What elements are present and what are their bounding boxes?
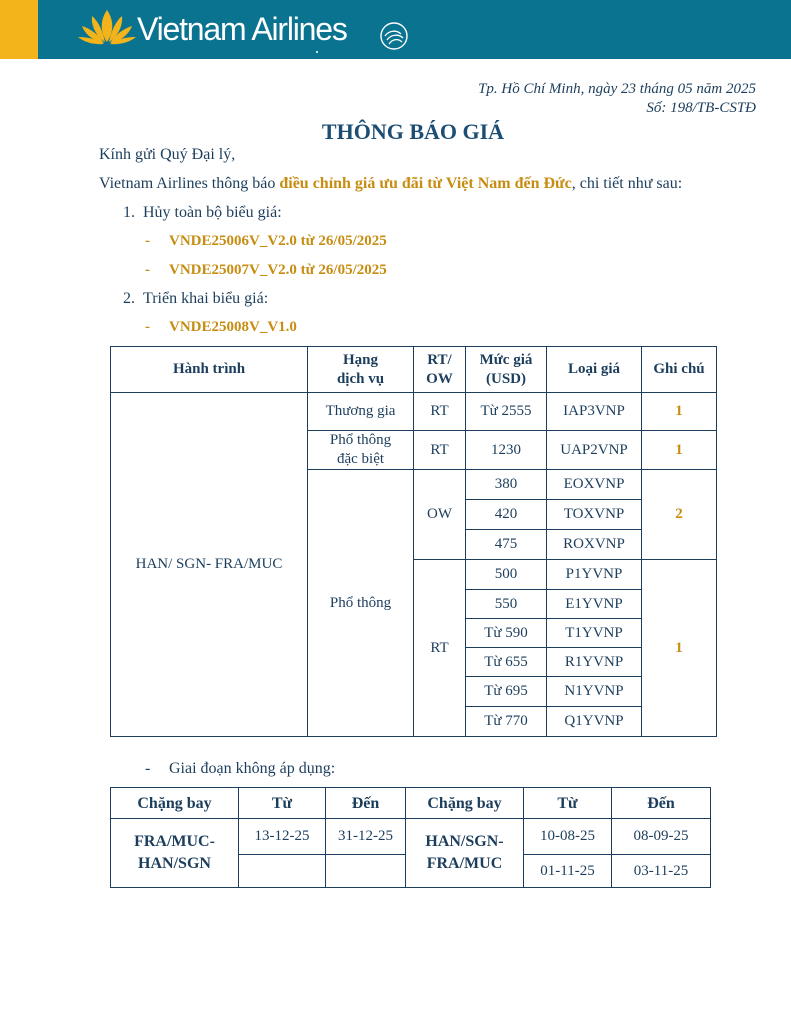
segment-cell: HAN/SGN- FRA/MUC [406, 819, 524, 888]
dash-bullet: - [145, 760, 151, 777]
note-cell: 1 [642, 560, 717, 737]
fare-cell: T1YVNP [547, 619, 642, 648]
price-cell: 1230 [466, 431, 547, 470]
date-to-cell: 08-09-25 [612, 819, 711, 855]
empty-cell [239, 855, 326, 888]
price-cell: 500 [466, 560, 547, 590]
dash-bullet: - [145, 262, 150, 278]
header-segment: Chặng bay [406, 788, 524, 819]
intro-highlight: điều chỉnh giá ưu đãi từ Việt Nam đến Đức [279, 175, 572, 192]
header-to: Đến [612, 788, 711, 819]
dash-bullet: - [145, 319, 150, 335]
header-from: Từ [239, 788, 326, 819]
fare-cell: IAP3VNP [547, 393, 642, 431]
header-from: Từ [524, 788, 612, 819]
blackout-table [110, 787, 711, 888]
sub-item [145, 233, 387, 250]
class-cell: Phổ thông đặc biệt [308, 431, 414, 470]
list-number: 2. [123, 290, 135, 307]
header-rtow: RT/ OW [414, 347, 466, 393]
price-cell: 550 [466, 590, 547, 619]
price-cell: Từ 770 [466, 707, 547, 737]
date-line: Tp. Hồ Chí Minh, ngày 23 tháng 05 năm 2025 [478, 81, 756, 97]
fare-cell: P1YVNP [547, 560, 642, 590]
intro-text-end: , chi tiết như sau: [571, 175, 683, 192]
header-to: Đến [326, 788, 406, 819]
fare-cell: ROXVNP [547, 530, 642, 560]
lotus-logo-icon [76, 6, 138, 48]
list-item-text: Triển khai biểu giá: [143, 290, 269, 307]
note-cell: 1 [642, 431, 717, 470]
price-cell: Từ 695 [466, 677, 547, 707]
class-cell: Thương gia [308, 393, 414, 431]
rtow-cell: OW [414, 470, 466, 560]
reference-number: Số: 198/TB-CSTĐ [646, 100, 756, 116]
fare-cell: Q1YVNP [547, 707, 642, 737]
date-from-cell: 01-11-25 [524, 855, 612, 888]
empty-cell [326, 855, 406, 888]
header-dot [316, 51, 318, 53]
route-cell: HAN/ SGN- FRA/MUC [111, 393, 308, 737]
date-to-cell: 03-11-25 [612, 855, 711, 888]
header-segment: Chặng bay [111, 788, 239, 819]
fare-cell: TOXVNP [547, 500, 642, 530]
rtow-cell: RT [414, 431, 466, 470]
brand-wordmark: Vietnam Airlines [137, 11, 347, 47]
list-item-2 [123, 290, 268, 308]
table-row [111, 819, 711, 855]
fare-code-cancelled: VNDE25006V_V2.0 từ 26/05/2025 [169, 233, 387, 249]
table-header-row [111, 788, 711, 819]
header-note: Ghi chú [642, 347, 717, 393]
fare-cell: UAP2VNP [547, 431, 642, 470]
price-cell: Từ 2555 [466, 393, 547, 431]
table-header-row [111, 347, 717, 393]
fare-cell: EOXVNP [547, 470, 642, 500]
date-to-cell: 31-12-25 [326, 819, 406, 855]
list-item-text: Hủy toàn bộ biểu giá: [143, 204, 282, 221]
price-cell: 380 [466, 470, 547, 500]
list-number: 1. [123, 204, 135, 221]
header-price: Mức giá (USD) [466, 347, 547, 393]
list-item-1 [123, 204, 282, 222]
fare-cell: E1YVNP [547, 590, 642, 619]
header-fare-type: Loại giá [547, 347, 642, 393]
intro-text: Vietnam Airlines thông báo [99, 175, 280, 192]
note-cell: 2 [642, 470, 717, 560]
price-cell: 420 [466, 500, 547, 530]
fare-cell: N1YVNP [547, 677, 642, 707]
table-row [111, 393, 717, 431]
sub-item [145, 319, 297, 336]
segment-cell: FRA/MUC- HAN/SGN [111, 819, 239, 888]
date-from-cell: 13-12-25 [239, 819, 326, 855]
page-title: THÔNG BÁO GIÁ [321, 119, 505, 144]
price-cell: Từ 655 [466, 648, 547, 677]
header-class: Hạng dịch vụ [308, 347, 414, 393]
greeting: Kính gửi Quý Đại lý, [99, 146, 236, 163]
rtow-cell: RT [414, 393, 466, 431]
blackout-intro-text: Giai đoạn không áp dụng: [169, 760, 336, 777]
fare-table [110, 346, 717, 737]
note-cell: 1 [642, 393, 717, 431]
date-from-cell: 10-08-25 [524, 819, 612, 855]
fare-code-new: VNDE25008V_V1.0 [169, 319, 297, 335]
intro-paragraph [99, 175, 682, 193]
fare-cell: R1YVNP [547, 648, 642, 677]
price-cell: Từ 590 [466, 619, 547, 648]
header-route: Hành trình [111, 347, 308, 393]
class-cell: Phổ thông [308, 470, 414, 737]
fare-code-cancelled: VNDE25007V_V2.0 từ 26/05/2025 [169, 262, 387, 278]
dash-bullet: - [145, 233, 150, 249]
rtow-cell: RT [414, 560, 466, 737]
header-accent-stripe [0, 0, 38, 59]
price-cell: 475 [466, 530, 547, 560]
blackout-intro [145, 760, 335, 778]
sub-item [145, 262, 387, 279]
skyteam-logo-icon [372, 14, 414, 54]
